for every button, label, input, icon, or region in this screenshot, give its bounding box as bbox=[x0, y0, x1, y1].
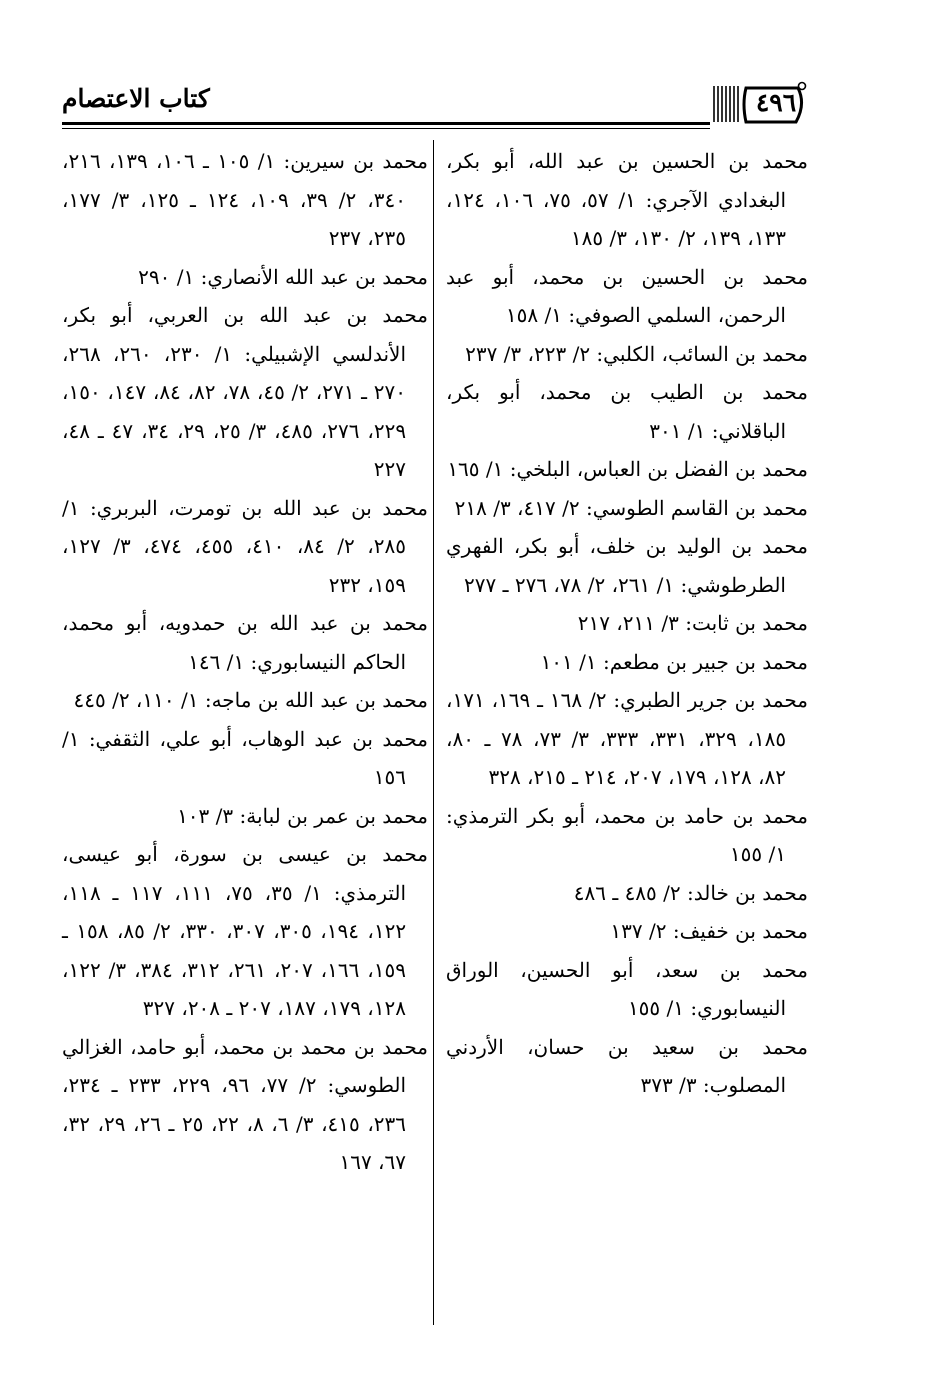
index-entry: محمد بن الوليد بن خلف، أبو بكر، الفهري الطرطوشي: ١/ ٢٦١، ٢/ ٧٨، ٢٧٦ ـ ٢٧٧ bbox=[446, 534, 808, 597]
index-entry: محمد بن سيرين: ١/ ١٠٥ ـ ١٠٦، ١٣٩، ٢١٦، ٣٤٠، ٢/ ٣٩، ١٠٩، ١٢٤ ـ ١٢٥، ٣/ ١٧٧، ٢٣٥، ٢٣٧ bbox=[62, 149, 428, 250]
index-entry: محمد بن عبد الله بن حمدويه، أبو محمد، الحاكم النيسابوري: ١/ ١٤٦ bbox=[62, 611, 428, 674]
index-entry: محمد بن خفيف: ٢/ ١٣٧ bbox=[610, 919, 808, 943]
book-title: كتاب الاعتصام bbox=[62, 84, 210, 113]
index-column-left bbox=[62, 142, 428, 1182]
index-entry: محمد بن عبد الوهاب، أبو علي، الثقفي: ١/ ١٥٦ bbox=[62, 726, 428, 789]
running-header bbox=[62, 70, 809, 130]
index-entry: محمد بن سعيد بن حسان، الأردني المصلوب: ٣/ ٣٧٣ bbox=[446, 1034, 808, 1097]
page-number-badge bbox=[710, 80, 808, 128]
page-number: ٤٩٦ bbox=[755, 88, 797, 117]
index-entry: محمد بن محمد بن محمد، أبو حامد، الغزالي الطوسي: ٢/ ٧٧، ٩٦، ٢٢٩، ٢٣٣ ـ ٢٣٤، ٢٣٦، ٤١٥، ٣/ ٦، ٨، ٢٢، ٢٥ ـ ٢٦، ٢٩، ٣٢، ٦٧، ١٦٧ bbox=[62, 1034, 428, 1174]
index-entry: محمد بن عبد الله الأنصاري: ١/ ٢٩٠ bbox=[138, 264, 428, 289]
index-entry: محمد بن الحسين بن محمد، أبو عبد الرحمن، السلمي الصوفي: ١/ ١٥٨ bbox=[446, 264, 808, 327]
index-entry: محمد بن حامد بن محمد، أبو بكر الترمذي: ١/ ١٥٥ bbox=[446, 803, 808, 866]
index-entry: محمد بن الطيب بن محمد، أبو بكر، الباقلاني: ١/ ٣٠١ bbox=[446, 380, 808, 443]
index-entry: محمد بن عبد الله بن ماجه: ١/ ١١٠، ٢/ ٤٤٥ bbox=[73, 688, 428, 712]
index-entry: محمد بن جبير بن مطعم: ١/ ١٠١ bbox=[540, 649, 808, 674]
index-entry: محمد بن جرير الطبري: ٢/ ١٦٨ ـ ١٦٩، ١٧١، ١٨٥، ٣٢٩، ٣٣١، ٣٣٣، ٣/ ٧٣، ٧٨ ـ ٨٠، ٨٢، ١٢٨، ١٧٩، ٢٠٧، ٢١٤ ـ ٢١٥، ٣٢٨ bbox=[446, 688, 808, 789]
header-rule bbox=[62, 122, 710, 125]
index-entry: محمد بن السائب، الكلبي: ٢/ ٢٢٣، ٣/ ٢٣٧ bbox=[465, 341, 808, 366]
index-entry: محمد بن خالد: ٢/ ٤٨٥ ـ ٤٨٦ bbox=[573, 880, 808, 905]
index-entry: محمد بن عبد الله بن تومرت، البربري: ١/ ٢٨٥، ٢/ ٨٤، ٤١٠، ٤٥٥، ٤٧٤، ٣/ ١٢٧، ١٥٩، ٢٣٢ bbox=[62, 495, 428, 597]
index-entry: محمد بن الحسين بن عبد الله، أبو بكر، البغدادي الآجري: ١/ ٥٧، ٧٥، ١٠٦، ١٢٤، ١٣٣، ١٣٩، ٢/ ١٣٠، ٣/ ١٨٥ bbox=[446, 149, 808, 250]
header-rule-thin bbox=[62, 128, 710, 129]
index-entry: محمد بن سعد، أبو الحسين، الوراق النيسابوري: ١/ ١٥٥ bbox=[446, 957, 808, 1020]
index-entry: محمد بن عمر بن لبابة: ٣/ ١٠٣ bbox=[177, 803, 428, 828]
index-entry: محمد بن ثابت: ٣/ ٢١١، ٢١٧ bbox=[577, 611, 808, 635]
index-entry: محمد بن الفضل بن العباس، البلخي: ١/ ١٦٥ bbox=[447, 457, 808, 481]
index-entry: محمد بن القاسم الطوسي: ٢/ ٤١٧، ٣/ ٢١٨ bbox=[454, 495, 808, 520]
index-column-right bbox=[446, 142, 808, 1105]
index-entry: محمد بن عبد الله بن العربي، أبو بكر، الأندلسي الإشبيلي: ١/ ٢٣٠، ٢٦٠، ٢٦٨، ٢٧٠ ـ ٢٧١، ٢/ ٤٥، ٧٨، ٨٢، ٨٤، ١٤٧، ١٥٠، ٢٢٩، ٢٧٦، ٤٨٥، ٣/ ٢٥، ٢٩، ٣٤، ٤٧ ـ ٤٨، ٢٢٧ bbox=[62, 303, 428, 481]
index-entry: محمد بن عيسى بن سورة، أبو عيسى، الترمذي: ١/ ٣٥، ٧٥، ١١١، ١١٧ ـ ١١٨، ١٢٢، ١٩٤، ٣٠٥، ٣٠٧، ٣٣٠، ٢/ ٨٥، ١٥٨ ـ ١٥٩، ١٦٦، ٢٠٧، ٢٦١، ٣١٢، ٣٨٤، ٣/ ١٢٢، ١٢٨، ١٧٩، ١٨٧، ٢٠٧ ـ ٢٠٨، ٣٢٧ bbox=[62, 842, 428, 1020]
column-divider bbox=[433, 140, 434, 1325]
